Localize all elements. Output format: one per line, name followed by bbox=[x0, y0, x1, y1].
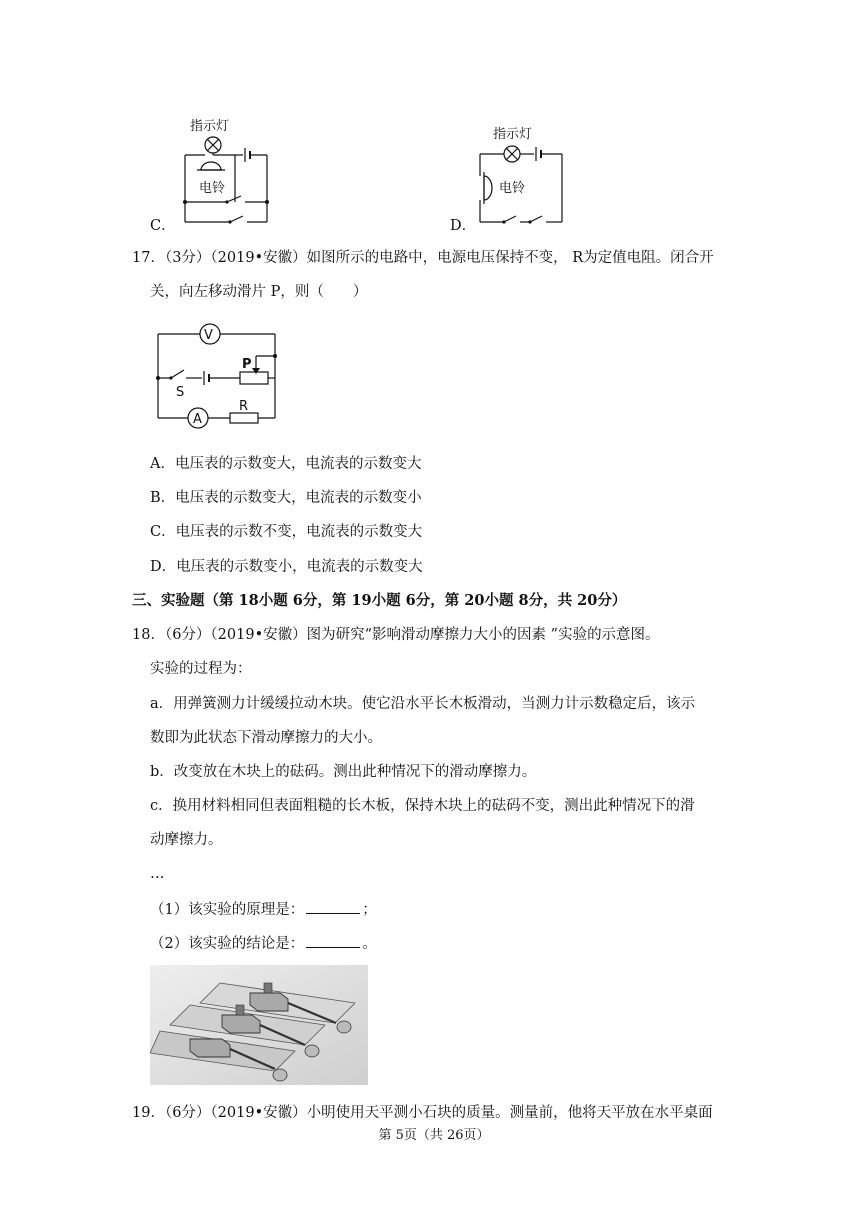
q17-header-cont: 关，向左移动滑片 P，则（ ） bbox=[150, 284, 368, 300]
q17-header: 17．（3分）（2019•安徽）如图所示的电路中，电源电压保持不变， R为定值电阻。闭合开 bbox=[132, 250, 714, 266]
q18-process-title: 实验的过程为： bbox=[150, 661, 252, 677]
option-c-label: C． bbox=[150, 218, 176, 234]
q16-figure-d bbox=[470, 120, 575, 228]
q18-step-b: b．改变放在木块上的砝码。测出此种情况下的滑动摩擦力。 bbox=[150, 764, 537, 780]
q18-step-c-line1: c．换用材料相同但表面粗糙的长木板，保持木块上的砝码不变，测出此种情况下的滑 bbox=[150, 798, 695, 814]
q18-sub1-blank bbox=[306, 899, 360, 914]
q17-circuit-figure bbox=[150, 318, 285, 433]
q18-sub1 bbox=[150, 899, 377, 920]
q18-sub2-prefix: （2）该实验的结论是： bbox=[150, 936, 305, 952]
lamp-label: 指示灯 bbox=[493, 127, 533, 142]
slider-label: P bbox=[242, 357, 252, 372]
switch-label: S bbox=[176, 385, 185, 400]
q18-sub1-prefix: （1）该实验的原理是： bbox=[150, 902, 305, 918]
q18-sub2-suffix: 。 bbox=[362, 936, 377, 952]
lamp-label: 指示灯 bbox=[190, 119, 230, 134]
q18-sub1-suffix: ； bbox=[362, 902, 377, 918]
q19-header: 19．（6分）（2019•安徽）小明使用天平测小石块的质量。测量前，他将天平放在水平桌面 bbox=[132, 1105, 713, 1121]
q17-option-d: D．电压表的示数变小，电流表的示数变大 bbox=[150, 559, 423, 575]
q17-option-b: B．电压表的示数变大，电流表的示数变小 bbox=[150, 490, 422, 506]
bell-label: 电铃 bbox=[199, 181, 226, 196]
q18-sub2-blank bbox=[306, 933, 360, 948]
q18-step-a-line2: 数即为此状态下滑动摩擦力的大小。 bbox=[150, 730, 382, 746]
bell-label: 电铃 bbox=[499, 181, 526, 196]
q18-step-a-line1: a．用弹簧测力计缓缓拉动木块。使它沿水平长木板滑动，当测力计示数稳定后，该示 bbox=[150, 696, 696, 712]
q18-sub2 bbox=[150, 933, 377, 954]
q18-ellipsis: … bbox=[150, 866, 165, 882]
page-footer: 第 5页（共 26页） bbox=[378, 1128, 490, 1143]
ammeter-label: A bbox=[193, 412, 202, 427]
q18-header: 18．（6分）（2019•安徽）图为研究“影响滑动摩擦力大小的因素 ”实验的示意图。 bbox=[132, 627, 660, 643]
q16-figure-c bbox=[175, 112, 285, 227]
q18-experiment-figure bbox=[150, 965, 368, 1085]
option-d-label: D． bbox=[450, 218, 477, 234]
section-3-title: 三、实验题（第 18小题 6分，第 19小题 6分，第 20小题 8分，共 20分） bbox=[132, 592, 627, 609]
q17-option-a: A．电压表的示数变大，电流表的示数变大 bbox=[150, 456, 422, 472]
resistor-label: R bbox=[239, 399, 249, 414]
q17-option-c: C．电压表的示数不变，电流表的示数变大 bbox=[150, 524, 423, 540]
voltmeter-label: V bbox=[204, 328, 213, 343]
q18-step-c-line2: 动摩擦力。 bbox=[150, 832, 223, 848]
